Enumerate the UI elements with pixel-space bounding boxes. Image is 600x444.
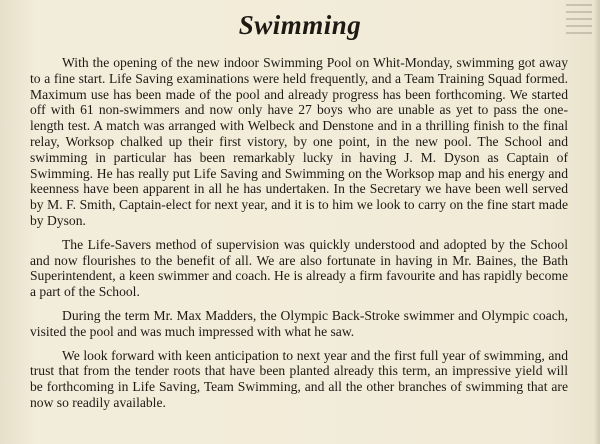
paragraph-3: During the term Mr. Max Madders, the Olympic Back-Stroke swimmer and Olympic coach, visited the pool and was much impressed with what he saw. (30, 307, 568, 339)
paragraph-2: The Life-Savers method of supervision was quickly understood and adopted by the School and now flourishes to the benefit of all. We are also fortunate in having in Mr. Baines, the Bath Superintendent, a keen swimmer and coach. He is already a firm favourite and has rapidly become a part of the School. (30, 236, 568, 300)
page-title: Swimming (238, 10, 362, 40)
page-gutter-shadow (594, 0, 600, 444)
paragraph-4: We look forward with keen anticipation to next year and the first full year of swimming, and trust that from the tender roots that have been planted already this term, an impressive yield will be forthcoming in Life Saving, Team Swimming, and all the other branches of swimming that are now so readily available. (30, 347, 568, 410)
paragraph-1: With the opening of the new indoor Swimming Pool on Whit-Monday, swimming got away to a fine start. Life Saving examinations were held frequently, and a Team Training Squad formed. Maximum use has been made of the pool and already progress has been forthcoming. We started off with 61 non-swimmers and now only have 27 boys who are unable as yet to pass the one-length test. A match was arranged with Welbeck and Denstone and in a thrilling finish to the final relay, Worksop chalked up their first vistory, by one point, in the new pool. The School and swimming in particular has been remarkably lucky in having J. M. Dyson as Captain of Swimming. He has really put Life Saving and Swimming on the Worksop map and his energy and keenness have been apparent in all he has undertaken. In the Secretary we have been well served by M. F. Smith, Captain-elect for next year, and it is to him we look to carry on the fine start made by Dyson. (30, 55, 568, 228)
article-body (30, 55, 568, 419)
